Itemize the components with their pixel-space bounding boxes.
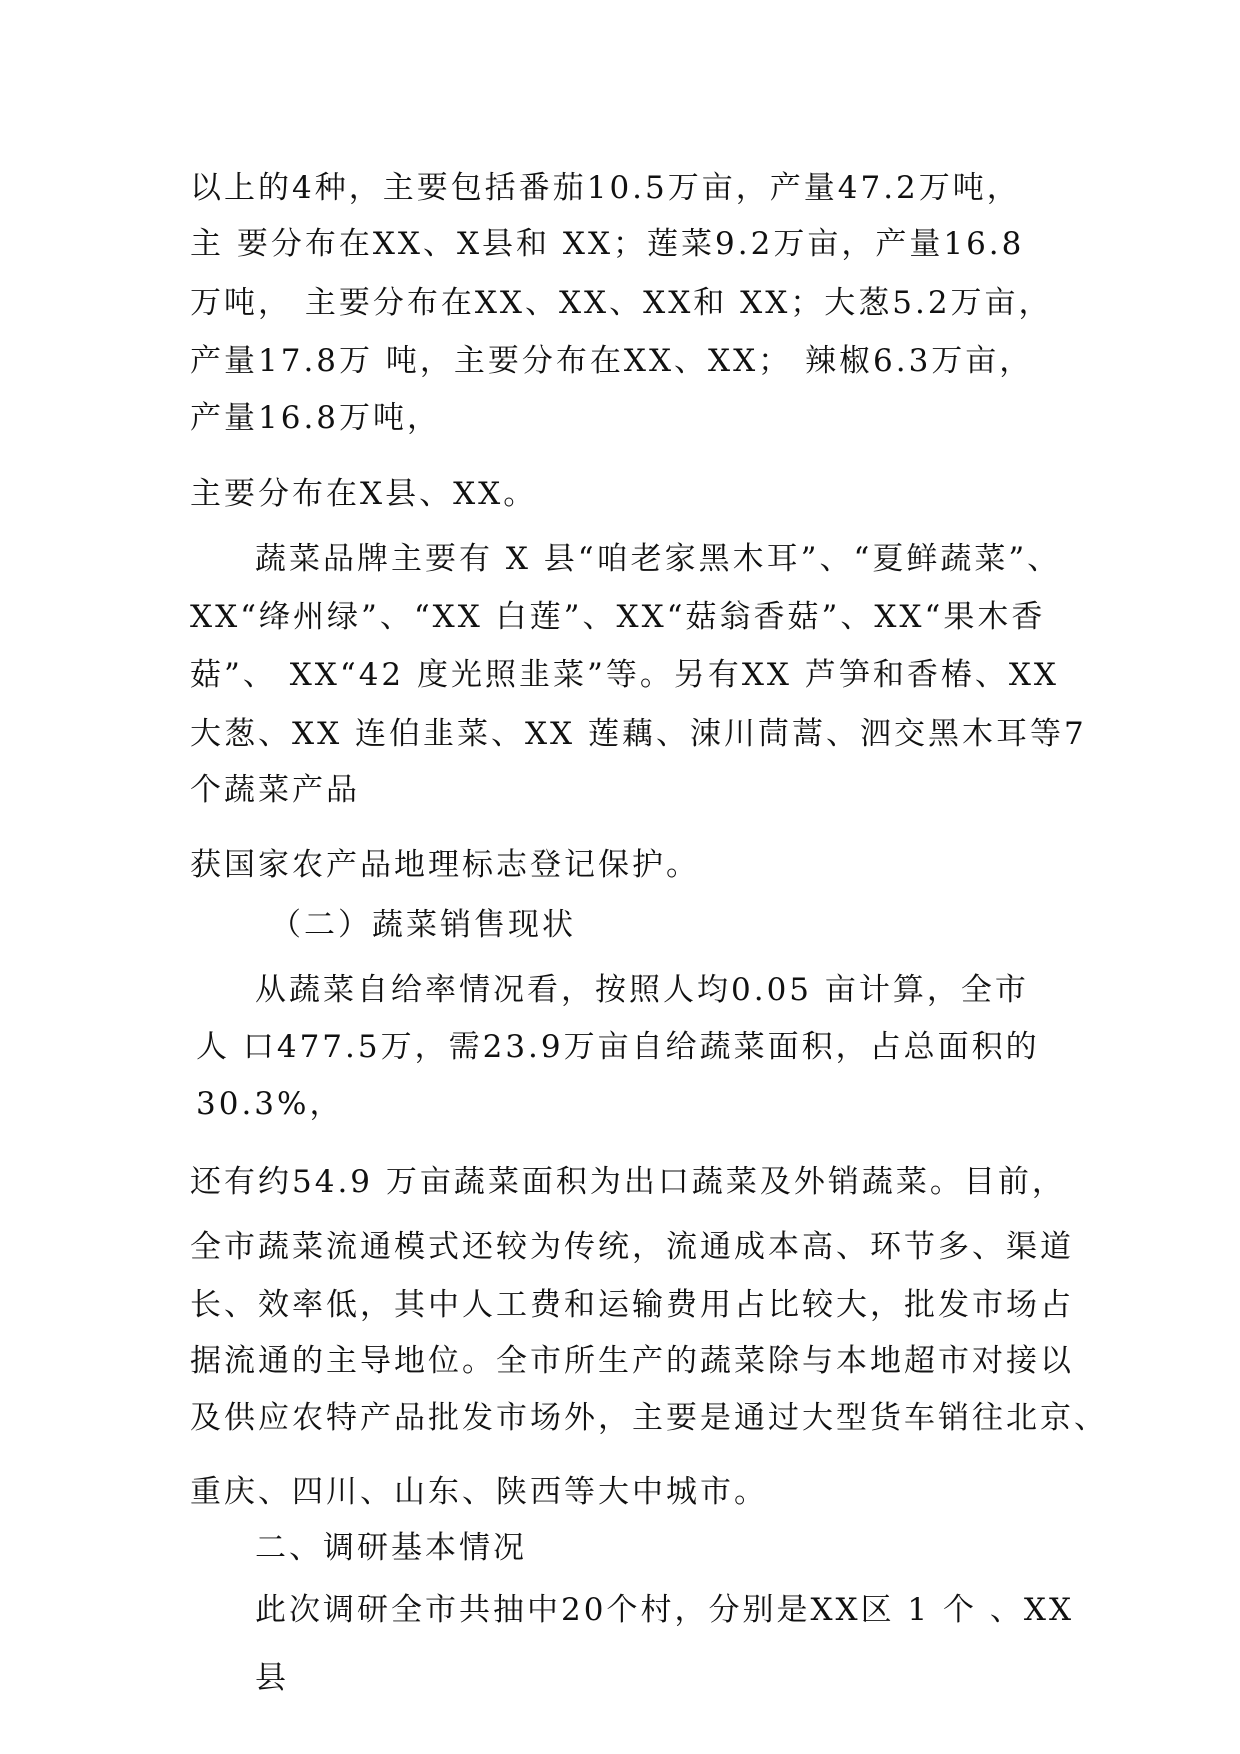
- text-line: 产量16.8万吨，: [190, 400, 442, 436]
- text-line: 人 口477.5万，需23.9万亩自给蔬菜面积，占总面积的: [196, 1029, 1040, 1065]
- text-line: 此次调研全市共抽中20个村，分别是XX区 1 个 、XX: [255, 1592, 1075, 1628]
- text-line: 万吨， 主要分布在XX、XX、XX和 XX；大葱5.2万亩，: [190, 285, 1053, 321]
- text-line: 县: [255, 1660, 289, 1696]
- text-line: 以上的4种，主要包括番茄10.5万亩，产量47.2万吨，: [190, 170, 1021, 206]
- text-line: 据流通的主导地位。全市所生产的蔬菜除与本地超市对接以: [190, 1343, 1074, 1379]
- text-line: 全市蔬菜流通模式还较为传统，流通成本高、环节多、渠道: [190, 1229, 1074, 1265]
- text-line: 主要分布在X县、XX。: [190, 476, 538, 512]
- text-line: 重庆、四川、山东、陕西等大中城市。: [190, 1474, 768, 1510]
- text-line: XX“绛州绿”、“XX 白莲”、XX“菇翁香菇”、XX“果木香: [190, 599, 1046, 635]
- text-line: 个蔬菜产品: [190, 772, 360, 808]
- text-line: 还有约54.9 万亩蔬菜面积为出口蔬菜及外销蔬菜。目前，: [190, 1164, 1066, 1200]
- text-line: 获国家农产品地理标志登记保护。: [190, 847, 700, 883]
- section-heading: （二）蔬菜销售现状: [270, 907, 576, 943]
- text-line: 30.3%，: [196, 1086, 344, 1122]
- text-line: 产量17.8万 吨，主要分布在XX、XX； 辣椒6.3万亩，: [190, 343, 1034, 379]
- text-line: 从蔬菜自给率情况看，按照人均0.05 亩计算，全市: [255, 972, 1029, 1008]
- text-line: 大葱、XX 连伯韭菜、XX 莲藕、涑川茼蒿、泗交黑木耳等7: [190, 716, 1087, 752]
- text-line: 及供应农特产品批发市场外，主要是通过大型货车销往北京、: [190, 1400, 1108, 1436]
- text-line: 蔬菜品牌主要有 X 县“咱老家黑木耳”、“夏鲜蔬菜”、: [255, 541, 1062, 577]
- text-line: 菇”、 XX“42 度光照韭菜”等。另有XX 芦笋和香椿、XX: [190, 657, 1059, 693]
- text-line: 主 要分布在XX、X县和 XX；莲菜9.2万亩，产量16.8: [190, 226, 1025, 262]
- text-line: 长、效率低，其中人工费和运输费用占比较大，批发市场占: [190, 1287, 1074, 1323]
- section-heading: 二、调研基本情况: [255, 1530, 527, 1566]
